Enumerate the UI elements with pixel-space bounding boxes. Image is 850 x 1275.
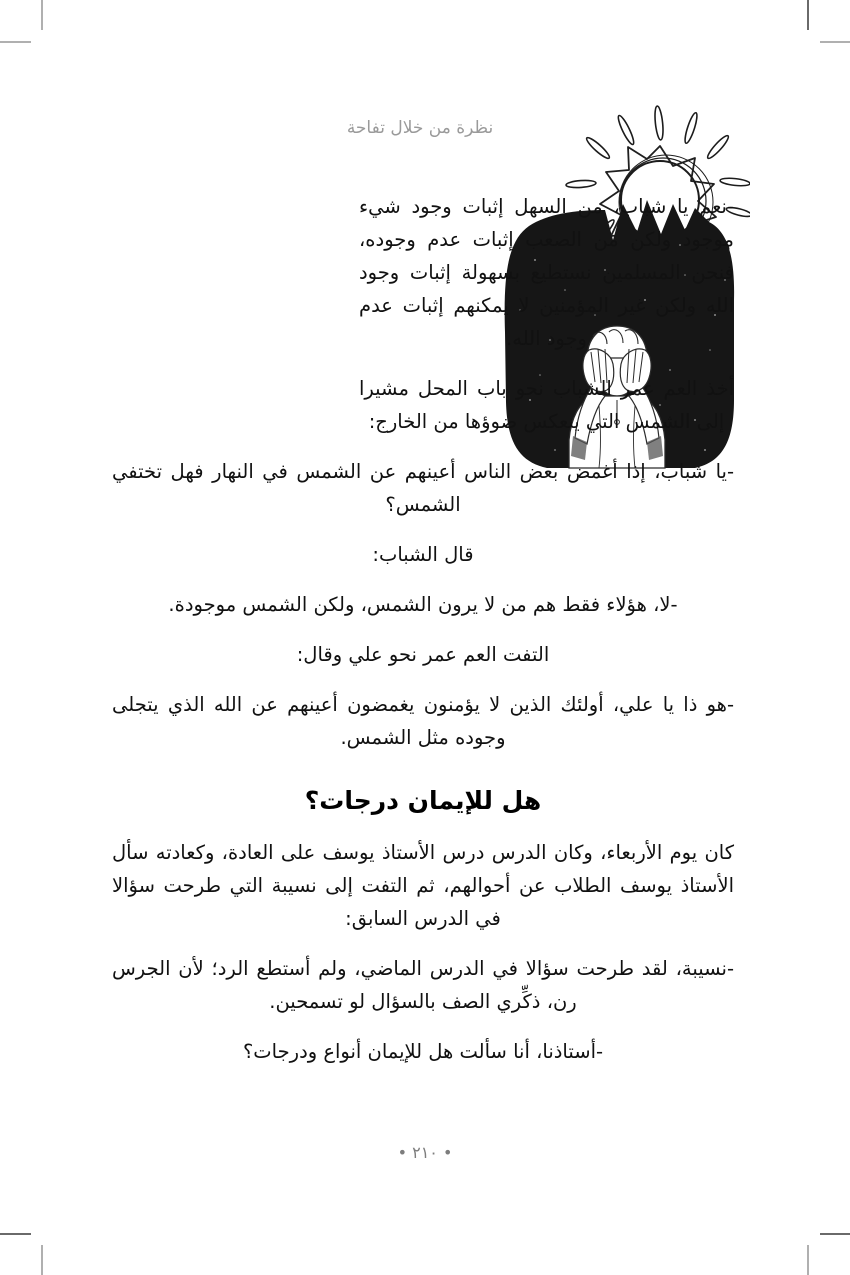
crop-mark-top-left-vertical <box>41 0 43 30</box>
page-number: • ٢١٠ • <box>397 1143 453 1162</box>
section-heading: هل للإيمان درجات؟ <box>304 786 542 815</box>
paragraph: -يا شباب، إذا أغمض بعض الناس أعينهم عن الشمس في النهار فهل تختفي الشمس؟ <box>112 460 734 516</box>
paragraph: -نسيبة، لقد طرحت سؤالا في الدرس الماضي، ولم أستطع الرد؛ لأن الجرس رن، ذكِّري الصف بالسؤال لو تسمحين. <box>112 957 734 1013</box>
paragraph: -أستاذنا، أنا سألت هل للإيمان أنواع ودرجات؟ <box>242 1040 604 1063</box>
crop-mark-bottom-right-horizontal <box>820 1233 850 1235</box>
paragraph: كان يوم الأربعاء، وكان الدرس درس الأستاذ يوسف على العادة، وكعادته سأل الأستاذ يوسف الطلاب عن أحوالهم، ثم التفت إلى نسيبة التي طرحت سؤالا في الدرس السابق: <box>112 841 734 930</box>
crop-mark-bottom-left-vertical <box>41 1245 43 1275</box>
crop-mark-top-right-vertical <box>807 0 809 30</box>
crop-mark-top-right-horizontal <box>820 41 850 43</box>
paragraph: -هو ذا يا علي، أولئك الذين لا يؤمنون يغمضون أعينهم عن الله الذي يتجلى وجوده مثل الشمس. <box>112 693 734 749</box>
crop-mark-top-left-horizontal <box>0 41 31 43</box>
paragraph: التفت العم عمر نحو علي وقال: <box>296 643 550 666</box>
crop-mark-bottom-left-horizontal <box>0 1233 31 1235</box>
paragraph: -نعم يا شباب، من السهل إثبات وجود شيء موجود ولكن من الصعب إثبات عدم وجوده، فنحن المسلمين نستطيع بسهولة إثبات وجود الله ولكن غير المؤمنين لا يمكنهم إثبات عدم وجود الله. <box>359 195 734 350</box>
paragraph: أخذ العم عمر الشباب نحو باب المحل مشيرا إلى الشمس التي ينعكس ضوؤها من الخارج: <box>359 377 734 433</box>
paragraph: -لا، هؤلاء فقط هم من لا يرون الشمس، ولكن الشمس موجودة. <box>168 593 678 616</box>
running-head: نظرة من خلال تفاحة <box>346 118 494 138</box>
crop-mark-bottom-right-vertical <box>807 1245 809 1275</box>
page-body <box>112 190 734 1085</box>
paragraph: قال الشباب: <box>372 543 474 566</box>
